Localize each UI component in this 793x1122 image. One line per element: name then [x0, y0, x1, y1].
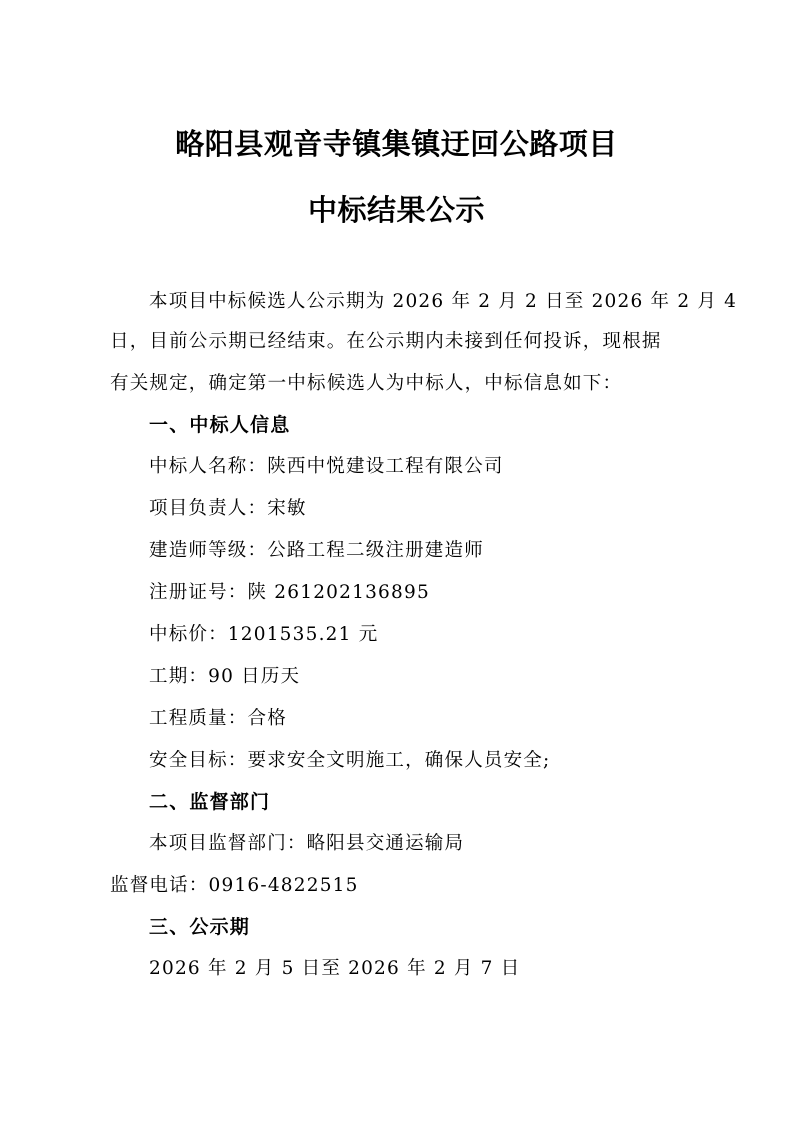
- field-safety-goal: 安全目标：要求安全文明施工，确保人员安全;: [149, 750, 551, 771]
- section-heading-period: 三、公示期: [149, 916, 251, 938]
- field-duration: 工期：90 日历天: [149, 666, 301, 687]
- field-constructor-level: 建造师等级：公路工程二级注册建造师: [149, 540, 484, 561]
- field-bid-price: 中标价：1201535.21 元: [149, 624, 379, 645]
- document-subtitle: 中标结果公示: [307, 193, 485, 227]
- field-winner-name: 中标人名称：陕西中悦建设工程有限公司: [149, 456, 504, 477]
- field-quality: 工程质量：合格: [149, 708, 287, 729]
- field-project-manager: 项目负责人：宋敏: [149, 498, 307, 519]
- intro-line-3: 有关规定，确定第一中标候选人为中标人，中标信息如下：: [110, 373, 623, 394]
- document-title: 略阳县观音寺镇集镇迂回公路项目: [175, 127, 618, 161]
- section-heading-winner: 一、中标人信息: [149, 414, 291, 436]
- supervision-phone: 监督电话：0916-4822515: [110, 875, 359, 896]
- intro-line-1: 本项目中标候选人公示期为 2026 年 2 月 2 日至 2026 年 2 月 4: [149, 291, 738, 312]
- supervision-department: 本项目监督部门：略阳县交通运输局: [149, 833, 465, 854]
- intro-line-2: 日，目前公示期已经结束。在公示期内未接到任何投诉，现根据: [110, 331, 662, 352]
- section-heading-supervision: 二、监督部门: [149, 791, 271, 813]
- field-registration-number: 注册证号：陕 261202136895: [149, 582, 430, 603]
- publicity-period: 2026 年 2 月 5 日至 2026 年 2 月 7 日: [149, 958, 521, 979]
